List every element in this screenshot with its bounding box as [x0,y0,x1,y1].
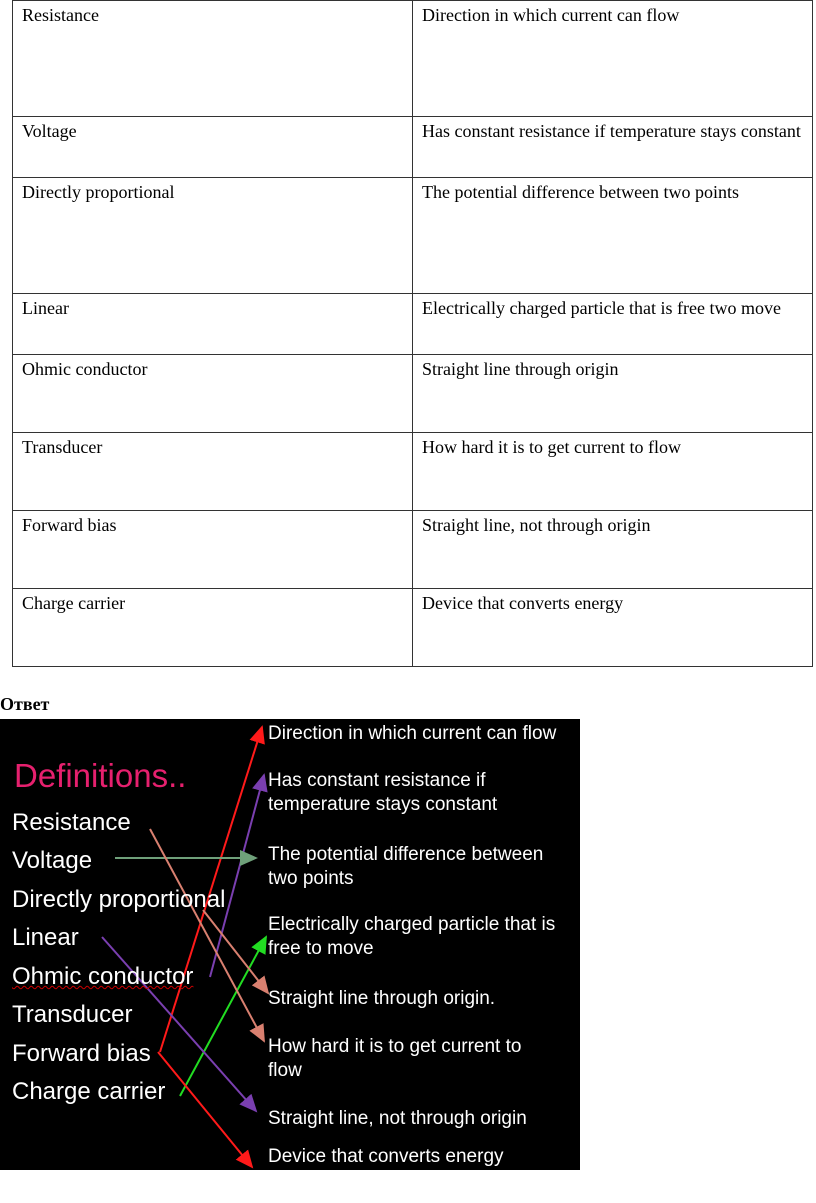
term-forward-bias: Forward bias [12,1040,151,1067]
definition-cell: Straight line through origin [413,355,813,433]
table-row [13,511,813,589]
arrow-charge-carrier [180,937,266,1096]
arrow-transducer [158,1052,252,1167]
term-ohmic-conductor [12,963,193,991]
term-cell: Linear [13,294,413,355]
definition-cell: Device that converts energy [413,589,813,667]
table-row [13,589,813,667]
definition-item: Device that converts energy [268,1146,504,1167]
term-transducer: Transducer [12,1001,133,1028]
table-row [13,117,813,178]
term-directly-proportional: Directly proportional [12,886,226,913]
definition-cell: Straight line, not through origin [413,511,813,589]
table-row [13,1,813,117]
definition-item: Has constant resistance if temperature stays constant [268,770,498,815]
answer-image [0,719,580,1170]
table-row [13,433,813,511]
table-row [13,294,813,355]
term-voltage: Voltage [12,847,93,874]
definition-item: Straight line through origin. [268,988,496,1009]
definition-cell: How hard it is to get current to flow [413,433,813,511]
definition-item: Direction in which current can flow [268,723,557,744]
definition-item: How hard it is to get current to flow [268,1036,522,1081]
definitions-title: Definitions.. [14,757,187,794]
term-cell: Forward bias [13,511,413,589]
matching-table [12,0,813,667]
table-row [13,355,813,433]
term-linear: Linear [12,924,79,951]
definition-item: Electrically charged particle that is free to move [268,914,556,959]
definition-cell: The potential difference between two points [413,178,813,294]
term-cell: Charge carrier [13,589,413,667]
term-charge-carrier: Charge carrier [12,1078,166,1105]
answer-heading: Ответ [0,694,50,714]
term-cell: Directly proportional [13,178,413,294]
term-cell: Voltage [13,117,413,178]
definition-cell: Has constant resistance if temperature stays constant [413,117,813,178]
definition-cell: Electrically charged particle that is free two move [413,294,813,355]
term-resistance: Resistance [12,809,131,836]
term-cell: Transducer [13,433,413,511]
definition-item: The potential difference between two points [268,844,544,889]
definition-item: Straight line, not through origin [268,1108,527,1129]
term-cell: Ohmic conductor [13,355,413,433]
term-ohmic-conductor-text: Ohmic conductor [12,963,194,990]
term-cell: Resistance [13,1,413,117]
table-row [13,178,813,294]
definition-cell: Direction in which current can flow [413,1,813,117]
